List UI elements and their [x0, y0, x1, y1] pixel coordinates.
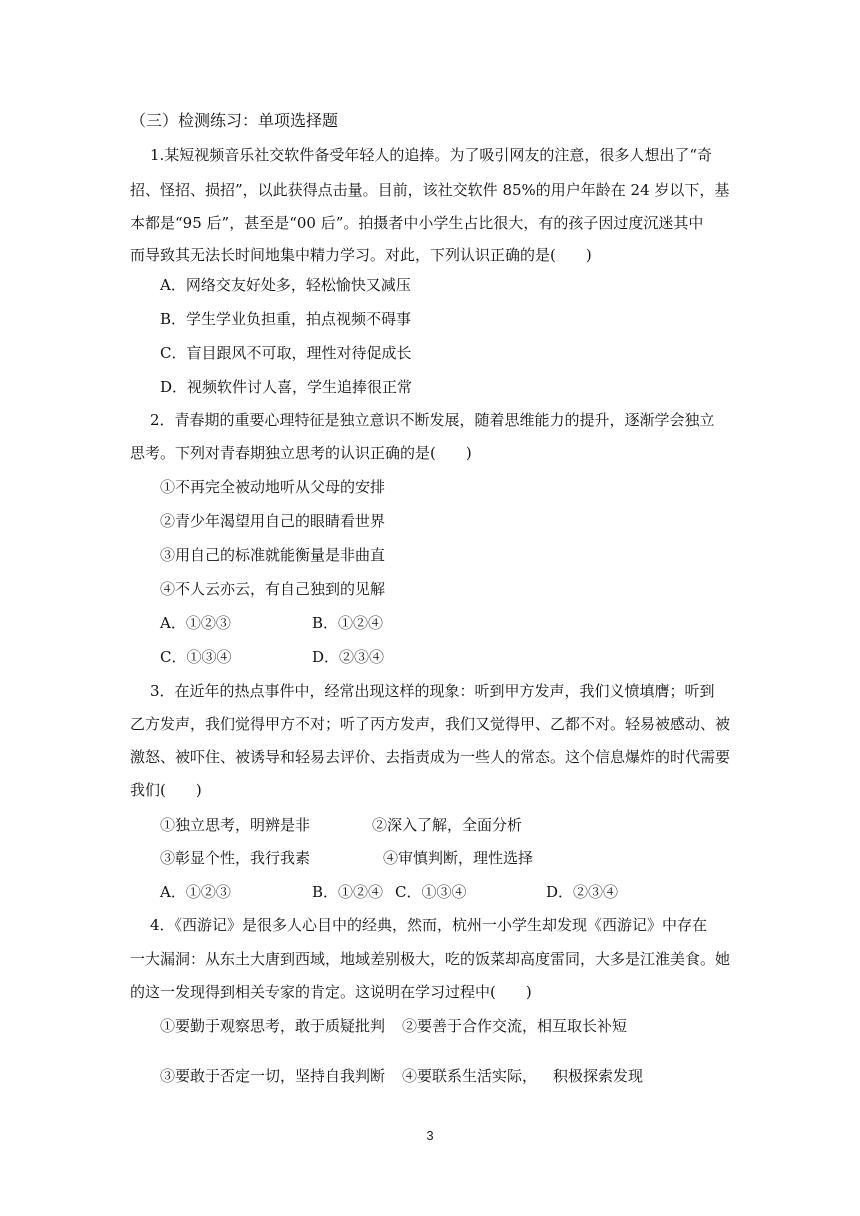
q2-option-c: C．①③④	[160, 648, 232, 666]
q4-statement-2: ②要善于合作交流，相互取长补短	[402, 1017, 628, 1035]
q1-line-3: 本都是“95 后”，甚至是“00 后”。拍摄者中小学生占比很大，有的孩子因过度沉迷其中	[130, 214, 704, 232]
q1-option-c: C．盲目跟风不可取，理性对待促成长	[160, 344, 412, 362]
q3-statement-1: ①独立思考，明辨是非	[160, 816, 311, 834]
q4-line-3: 的这一发现得到相关专家的肯定。这说明在学习过程中( )	[130, 983, 532, 1001]
q4-statement-4-continued: 积极探索发现	[553, 1067, 644, 1085]
q3-statement-2: ②深入了解，全面分析	[372, 816, 523, 834]
q1-option-b: B．学生学业负担重，拍点视频不碍事	[160, 310, 412, 328]
q2-line-2: 思考。下列对青春期独立思考的认识正确的是( )	[130, 444, 472, 462]
q4-statement-3: ③要敢于否定一切，坚持自我判断	[160, 1067, 386, 1085]
q2-option-d: D．②③④	[312, 648, 385, 666]
q3-option-c: C．①③④	[395, 883, 467, 901]
q3-statement-3: ③彰显个性，我行我素	[160, 849, 311, 867]
q3-option-d: D．②③④	[546, 883, 619, 901]
q4-statement-4: ④要联系生活实际，	[402, 1067, 538, 1085]
q4-statement-1: ①要勤于观察思考，敢于质疑批判	[160, 1017, 386, 1035]
q4-line-2: 一大漏洞：从东土大唐到西域，地域差别极大，吃的饭菜却高度雷同，大多是江淮美食。她	[130, 950, 731, 968]
q3-line-1: 3．在近年的热点事件中，经常出现这样的现象：听到甲方发声，我们义愤填膺；听到	[150, 682, 715, 700]
q3-line-3: 激怒、被吓住、被诱导和轻易去评价、去指责成为一些人的常态。这个信息爆炸的时代需要	[130, 748, 731, 766]
q2-option-a: A．①②③	[160, 614, 231, 632]
q1-line-2: 招、怪招、损招”，以此获得点击量。目前，该社交软件 85%的用户年龄在 24 岁以下，基	[130, 181, 730, 199]
q2-statement-4: ④不人云亦云，有自己独到的见解	[160, 580, 386, 598]
q2-statement-2: ②青少年渴望用自己的眼睛看世界	[160, 512, 386, 530]
q1-option-d: D．视频软件讨人喜，学生追捧很正常	[160, 378, 413, 396]
q2-line-1: 2．青春期的重要心理特征是独立意识不断发展，随着思维能力的提升，逐渐学会独立	[150, 411, 715, 429]
q3-option-a: A．①②③	[160, 883, 231, 901]
q3-option-b: B．①②④	[312, 883, 384, 901]
q4-line-1: 4．《西游记》是很多人心目中的经典，然而，杭州一小学生却发现《西游记》中存在	[150, 916, 708, 934]
q2-option-b: B．①②④	[312, 614, 384, 632]
q2-statement-3: ③用自己的标准就能衡量是非曲直	[160, 546, 386, 564]
q3-statement-4: ④审慎判断，理性选择	[383, 849, 534, 867]
section-title: （三）检测练习：单项选择题	[130, 111, 339, 130]
page-number: 3	[426, 1128, 434, 1143]
q3-line-4: 我们( )	[130, 781, 202, 799]
q3-line-2: 乙方发声，我们觉得甲方不对；听了丙方发声，我们又觉得甲、乙都不对。轻易被感动、被	[130, 715, 731, 733]
q1-option-a: A．网络交友好处多，轻松愉快又减压	[160, 276, 411, 294]
q1-line-1: 1.某短视频音乐社交软件备受年轻人的追捧。为了吸引网友的注意，很多人想出了“奇	[150, 146, 712, 164]
q2-statement-1: ①不再完全被动地听从父母的安排	[160, 478, 386, 496]
q1-line-4: 而导致其无法长时间地集中精力学习。对此，下列认识正确的是( )	[130, 246, 592, 264]
